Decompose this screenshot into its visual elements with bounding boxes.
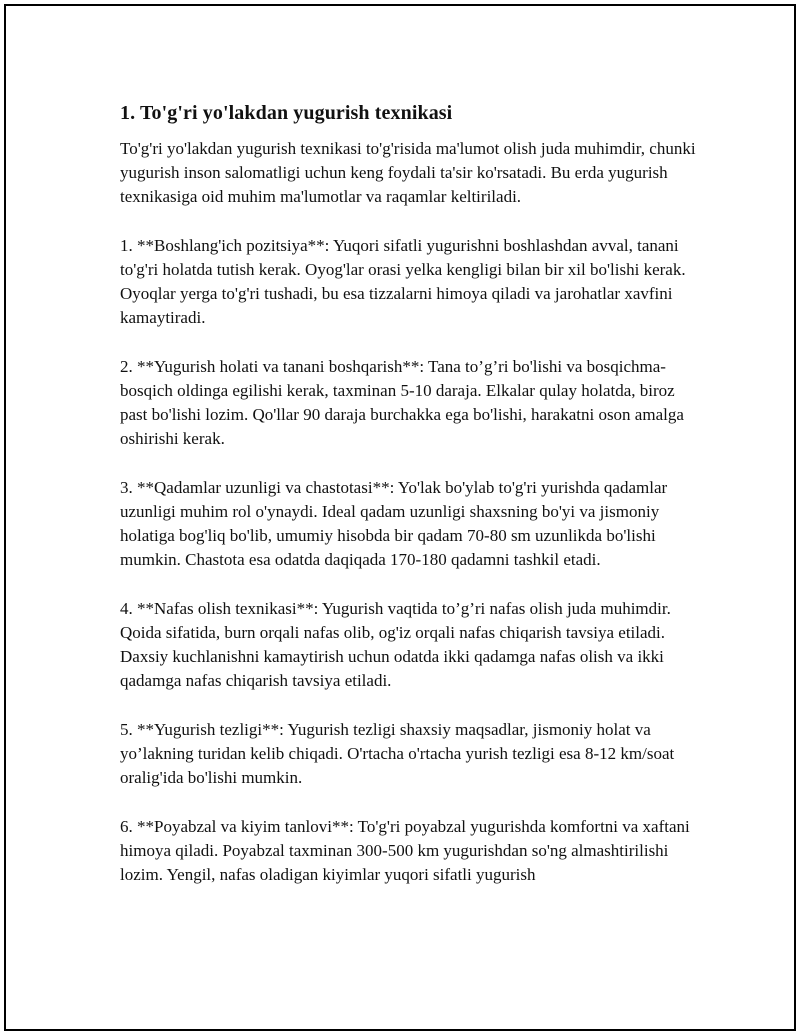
paragraph-body-control: 2. **Yugurish holati va tanani boshqarish**: Tana to’g’ri bo'lishi va bosqichma-bosqich oldinga egilishi kerak, taxminan 5-10 daraja. Elkalar qulay holatda, biroz past bo'lishi lozim. Qo'llar 90 daraja burchakka ega bo'lishi, harakatni oson amalga oshirishi kerak. [120, 356, 684, 449]
paragraph-footwear: 6. **Poyabzal va kiyim tanlovi**: To'g'ri poyabzal yugurishda komfortni va xaftani himoya qiladi. Poyabzal taxminan 300-500 km yugurishdan so'ng almashtirilishi lozim. Yengil, nafas oladigan kiyimlar yuqori sifatli yugurish [120, 816, 690, 884]
page-title: 1. To'g'ri yo'lakdan yugurish texnikasi [120, 102, 453, 124]
paragraph-speed: 5. **Yugurish tezligi**: Yugurish tezligi shaxsiy maqsadlar, jismoniy holat va yo’lakning turidan kelib chiqadi. O'rtacha o'rtacha yurish tezligi esa 8-12 km/soat oralig'ida bo'lishi mumkin. [120, 719, 675, 788]
paragraph-stride-cadence: 3. **Qadamlar uzunligi va chastotasi**: Yo'lak bo'ylab to'g'ri yurishda qadamlar uzunligi muhim rol o'ynaydi. Ideal qadam uzunligi shaxsning bo'yi va jismoniy holatiga bog'liq bo'lib, umumiy hisobda bir qadam 70-80 sm uzunlikda bo'lishi mumkin. Chastota esa odatda daqiqada 170-180 qadamni tashkil etadi. [120, 477, 668, 570]
intro-paragraph: To'g'ri yo'lakdan yugurish texnikasi to'g'risida ma'lumot olish juda muhimdir, chunki yugurish inson salomatligi uchun keng foydali ta'sir ko'rsatadi. Bu erda yugurish texnikasiga oid muhim ma'lumotlar va raqamlar keltiriladi. [120, 139, 696, 207]
paragraph-starting-position: 1. **Boshlang'ich pozitsiya**: Yuqori sifatli yugurishni boshlashdan avval, tanani to'g'ri holatda tutish kerak. Oyog'lar orasi yelka kengligi bilan bir xil bo'lishi kerak. Oyoqlar yerga to'g'ri tushadi, bu esa tizzalarni himoya qiladi va jarohatlar xavfini kamaytiradi. [120, 235, 686, 328]
document-body [120, 101, 700, 911]
page-frame [4, 4, 796, 1031]
paragraph-breathing: 4. **Nafas olish texnikasi**: Yugurish vaqtida to’g’ri nafas olish juda muhimdir. Qoida sifatida, burn orqali nafas olib, og'iz orqali nafas chiqarish tavsiya etiladi. Daxsiy kuchlanishni kamaytirish uchun odatda ikki qadamga nafas olish va ikki qadamga nafas chiqarish tavsiya etiladi. [120, 598, 671, 691]
